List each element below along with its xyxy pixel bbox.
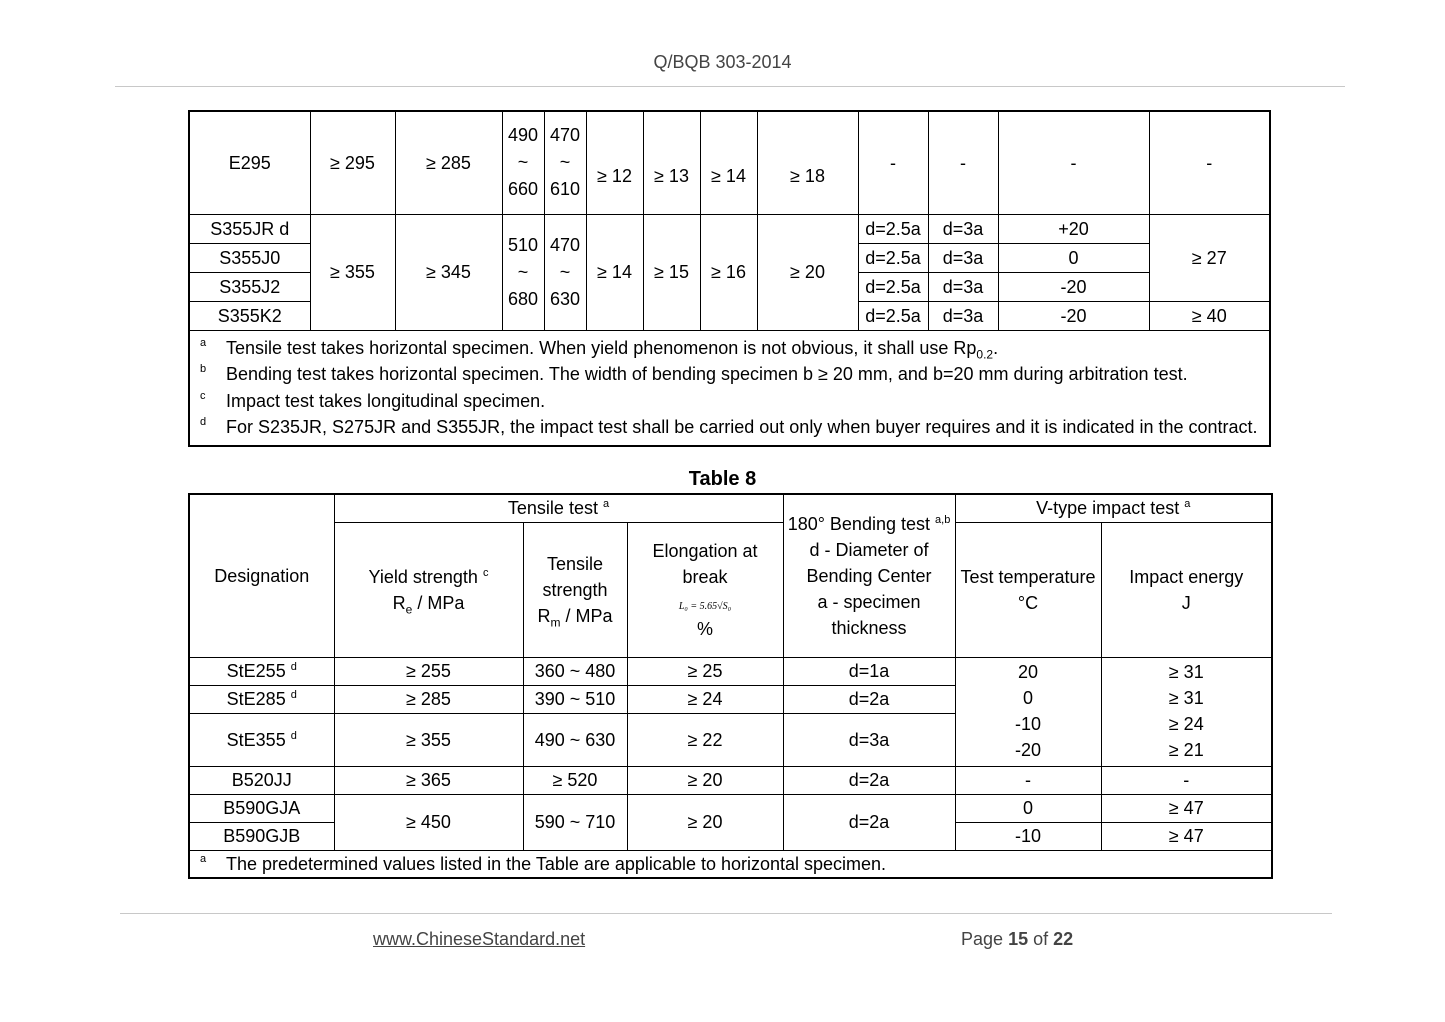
yield-cell: ≥ 355 [310,214,395,330]
footer-divider [120,913,1332,914]
elongation-cell: ≥ 24 [627,685,783,713]
header-impact-test [955,494,1272,522]
footnote-mark: c [200,389,206,402]
elongation-cell: ≥ 14 [586,214,643,330]
yield-cell: ≥ 450 [334,794,523,850]
energy-cell [1101,657,1272,766]
header-label: strength [542,579,608,600]
bending-cell: d=2a [783,685,955,713]
designation-cell: S355JR d [189,214,310,243]
footnote-ref: a [602,498,610,511]
value-line: ≥ 24 [1168,713,1204,734]
value-line: -20 [1014,739,1041,760]
footnote [200,851,1261,878]
designation-text: StE285 [226,689,286,709]
footnote [200,361,1259,388]
footnote-text: Impact test takes longitudinal specimen. [226,390,546,411]
bending-cell: d=3a [928,243,998,272]
value-line: 660 [507,179,539,200]
tensile-strength-cell: 490 ~ 630 [523,713,627,766]
table-8 [188,493,1273,879]
footnote-text-main: Tensile test takes horizontal specimen. When yield phenomenon is not obvious, it shall use Rp [226,337,977,358]
elongation-cell: ≥ 18 [757,111,858,214]
temperature-cell: 0 [955,794,1101,822]
designation-cell: B590GJA [189,794,334,822]
header-label: Test temperature [960,566,1096,587]
temperature-cell [955,657,1101,766]
value-line: ≥ 21 [1168,739,1204,760]
table-notes [189,330,1270,446]
header-label: d - Diameter of [809,539,929,560]
footnote-text [226,335,998,362]
bending-cell: d=3a [928,301,998,330]
gauge-length-formula: L₀ = 5.65√S₀ [678,600,732,612]
temperature-cell: -20 [998,272,1149,301]
header-label: Bending Center [806,565,932,586]
elongation-cell: ≥ 12 [586,111,643,214]
value-line: -10 [1014,713,1041,734]
yield-cell: ≥ 345 [395,214,502,330]
table-row [189,794,1272,822]
tensile-strength-cell: ≥ 520 [523,766,627,794]
footnote-mark: a [200,852,207,865]
footnote-ref: d [290,729,297,742]
footnote-ref: a [1184,498,1191,511]
header-subscript: e [405,602,413,617]
footnote [200,388,1259,415]
designation-cell: B590GJB [189,822,334,850]
yield-cell: ≥ 365 [334,766,523,794]
value-line: ~ [517,261,529,282]
elongation-cell: ≥ 15 [643,214,700,330]
header-bending-test [783,494,955,657]
bending-cell: d=3a [928,214,998,243]
yield-cell: ≥ 355 [334,713,523,766]
table-row [189,657,1272,685]
footnote [200,414,1259,441]
value-line: ~ [559,152,571,173]
temperature-cell: 0 [998,243,1149,272]
header-label: R [537,605,551,626]
tensile-strength-cell [544,214,586,330]
bending-cell: - [858,111,928,214]
header-yield-strength [334,522,523,657]
page-of-label: of [1033,929,1049,949]
tensile-strength-cell [544,111,586,214]
tensile-strength-cell [502,214,544,330]
footnote-ref: a,b [935,513,951,526]
bending-cell: d=3a [783,713,955,766]
header-label: Impact energy [1129,566,1244,587]
document-id-header: Q/BQB 303-2014 [653,52,792,72]
table-header-row [189,522,1272,657]
footnote-ref: d [290,689,297,701]
header-subscript: m [550,615,561,630]
header-elongation [627,522,783,657]
tensile-strength-cell: 590 ~ 710 [523,794,627,850]
footnote-mark: b [200,363,207,375]
header-impact-energy [1101,522,1272,657]
elongation-cell: ≥ 14 [700,111,757,214]
value-line: 20 [1017,661,1039,682]
elongation-cell: ≥ 16 [700,214,757,330]
bending-cell: d=2a [783,794,955,850]
table-8-title: Table 8 [688,468,757,490]
designation-cell: S355J0 [189,243,310,272]
temperature-cell: +20 [998,214,1149,243]
value-line: 610 [549,179,581,200]
yield-cell: ≥ 295 [310,111,395,214]
value-line: ~ [559,261,571,282]
value-line: 470 [549,234,581,255]
table-7-continuation [188,110,1271,447]
header-tensile-strength [523,522,627,657]
designation-cell [189,713,334,766]
elongation-cell: ≥ 20 [627,766,783,794]
elongation-cell: ≥ 20 [627,794,783,850]
table-header-row [189,494,1272,522]
header-label: °C [1017,592,1039,613]
yield-cell: ≥ 285 [334,685,523,713]
bending-cell: - [928,111,998,214]
table-notes-row [189,850,1272,878]
header-label: 180° Bending test [787,513,930,534]
footnote-ref: c [482,566,489,579]
bending-cell: d=2.5a [858,272,928,301]
tensile-strength-cell: 360 ~ 480 [523,657,627,685]
footnote-subscript: 0.2 [976,347,994,362]
page-total: 22 [1053,929,1074,949]
header-label: / MPa [560,605,613,626]
designation-text: StE355 [226,729,286,750]
page-label: Page [961,929,1004,949]
designation-cell [189,685,334,713]
table-row [189,111,1270,214]
value-line: 470 [549,125,581,146]
footnote-text-end: . [993,337,999,358]
header-divider [115,86,1345,87]
header-designation: Designation [189,494,334,657]
energy-cell: - [1101,766,1272,794]
page-current: 15 [1008,929,1029,949]
header-label: J [1181,592,1191,613]
header-label: Tensile [546,553,604,574]
header-label: Tensile test [507,498,598,519]
temperature-cell: -10 [955,822,1101,850]
header-test-temperature [955,522,1101,657]
temperature-cell: - [955,766,1101,794]
header-label: break [682,566,728,587]
header-label: R [392,592,406,613]
header-label: V-type impact test [1036,498,1180,519]
header-label: % [696,618,713,639]
bending-cell: d=2.5a [858,243,928,272]
bending-cell: d=2.5a [858,214,928,243]
value-line: ≥ 31 [1168,661,1204,682]
website-link[interactable]: www.ChineseStandard.net [373,929,586,949]
value-line: 680 [507,288,539,309]
header-label: Yield strength [368,566,478,587]
designation-cell: S355K2 [189,301,310,330]
temperature-cell: - [998,111,1149,214]
energy-cell: ≥ 40 [1149,301,1270,330]
energy-cell: ≥ 47 [1101,794,1272,822]
elongation-cell: ≥ 20 [757,214,858,330]
table-row [189,214,1270,243]
energy-cell: ≥ 47 [1101,822,1272,850]
footnote-text: The predetermined values listed in the Table are applicable to horizontal specimen. [226,853,887,874]
bending-cell: d=2.5a [858,301,928,330]
header-label: thickness [831,617,907,638]
table-notes [189,850,1272,878]
footnote-mark: d [200,416,207,428]
designation-cell: B520JJ [189,766,334,794]
value-line: 0 [1022,687,1033,708]
footnote-ref: d [290,661,297,673]
footnote-text: For S235JR, S275JR and S355JR, the impact test shall be carried out only when buyer requires and it is indicated in the contract. [226,417,1258,437]
elongation-cell: ≥ 22 [627,713,783,766]
designation-cell: E295 [189,111,310,214]
yield-cell: ≥ 285 [395,111,502,214]
tensile-strength-cell [502,111,544,214]
designation-cell: S355J2 [189,272,310,301]
footnote-mark: a [200,336,207,349]
temperature-cell: -20 [998,301,1149,330]
value-line: ≥ 31 [1168,687,1204,708]
header-tensile-test [334,494,783,522]
energy-cell: - [1149,111,1270,214]
table-row [189,766,1272,794]
value-line: ~ [517,152,529,173]
table-notes-row [189,330,1270,446]
bending-cell: d=3a [928,272,998,301]
designation-text: StE255 [226,661,286,681]
header-label: / MPa [412,592,465,613]
footnote [200,335,1259,362]
yield-cell: ≥ 255 [334,657,523,685]
page-indicator [961,929,1073,950]
header-label: a - specimen [817,591,921,612]
bending-cell: d=2a [783,766,955,794]
tensile-strength-cell: 390 ~ 510 [523,685,627,713]
footnote-text: Bending test takes horizontal specimen. The width of bending specimen b ≥ 20 mm, and b=20 mm during arbitration test. [226,364,1188,384]
bending-cell: d=1a [783,657,955,685]
value-line: 490 [507,125,539,146]
energy-cell: ≥ 27 [1149,214,1270,301]
elongation-cell: ≥ 25 [627,657,783,685]
header-label: Elongation at [652,540,758,561]
elongation-cell: ≥ 13 [643,111,700,214]
value-line: 510 [507,234,539,255]
designation-cell [189,657,334,685]
value-line: 630 [549,288,581,309]
